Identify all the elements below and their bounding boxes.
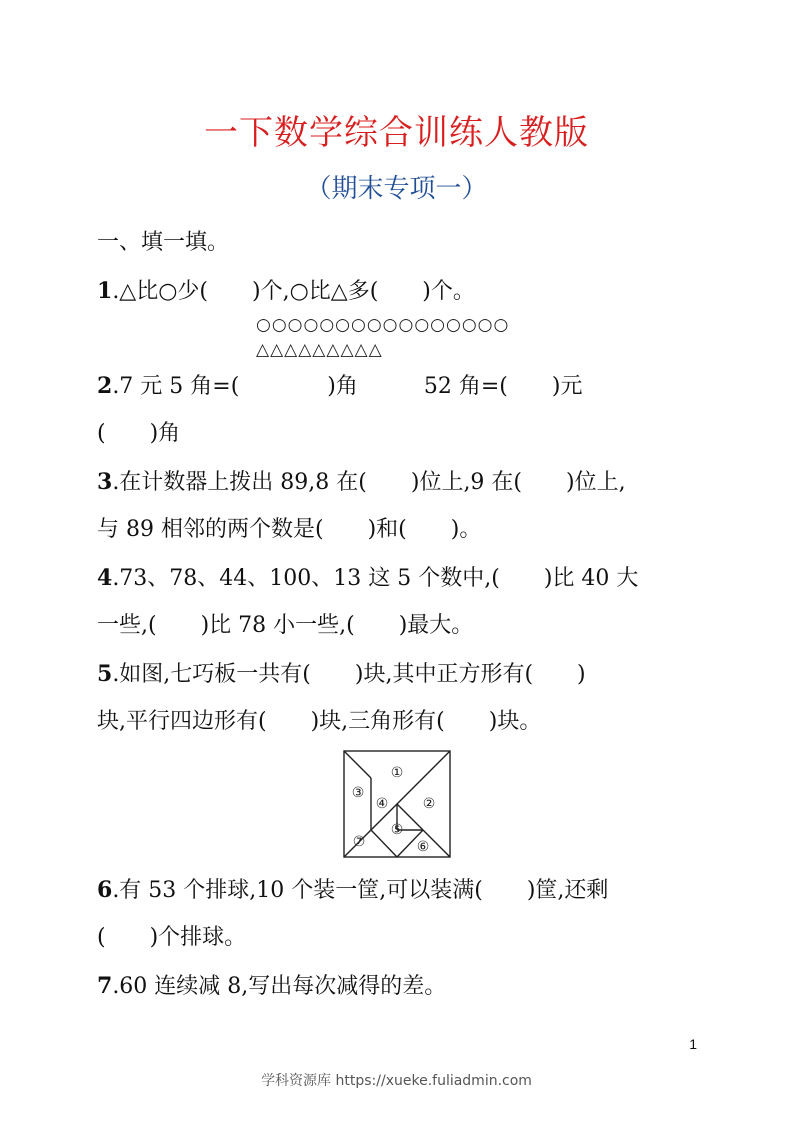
page-subtitle: （期末专项一） [305,174,488,204]
tangram-label-5: ⑤ [390,822,404,838]
question-text: .如图,七巧板一共有( )块,其中正方形有( ) [112,662,586,687]
question-number: 4 [97,565,113,591]
tangram-figure [343,750,451,858]
tangram-label-7: ⑦ [352,834,366,850]
question-5-cont: 块,平行四边形有( )块,三角形有( )块。 [97,709,542,734]
tangram-label-4: ④ [375,796,389,812]
question-4 [97,561,638,596]
triangle-row: △△△△△△△△△ [256,340,383,360]
question-text: .73、78、44、100、13 这 5 个数中,( )比 40 大 [112,566,639,591]
tangram-label-2: ② [422,796,436,812]
question-text: .7 元 5 角=( )角 52 角=( )元 [112,374,583,399]
question-text: .在计数器上拨出 89,8 在( )位上,9 在( )位上, [112,470,626,495]
tangram-left-triangle-edge [344,751,371,778]
question-number: 3 [97,469,113,495]
question-text: .60 连续减 8,写出每次减得的差。 [112,974,447,999]
question-number: 2 [97,373,113,399]
question-3-cont: 与 89 相邻的两个数是( )和( )。 [97,517,482,542]
question-2 [97,369,582,404]
question-7 [97,969,446,1004]
question-text: .有 53 个排球,10 个装一筐,可以装满( )筐,还剩 [112,878,609,903]
footer-source: 学科资源库 https://xueke.fuliadmin.com [261,1073,532,1089]
tangram-label-3: ③ [351,785,365,801]
tangram-label-6: ⑥ [416,839,430,855]
page-number: 1 [689,1036,697,1052]
question-6 [97,873,608,908]
question-1 [97,274,475,309]
question-6-cont: ( )个排球。 [97,925,247,950]
question-5 [97,657,586,692]
question-number: 6 [97,877,113,903]
question-number: 1 [97,278,113,304]
question-number: 7 [97,973,113,999]
circle-row: ○○○○○○○○○○○○○○○○ [256,315,510,335]
question-4-cont: 一些,( )比 78 小一些,( )最大。 [97,613,474,638]
page-title: 一下数学综合训练人教版 [204,113,589,153]
question-number: 5 [97,661,113,687]
question-3 [97,465,626,500]
tangram-label-1: ① [390,765,404,781]
question-text: .△比○少( )个,○比△多( )个。 [112,279,475,304]
question-2-cont: ( )角 [97,421,181,446]
section-heading: 一、填一填。 [97,230,230,255]
